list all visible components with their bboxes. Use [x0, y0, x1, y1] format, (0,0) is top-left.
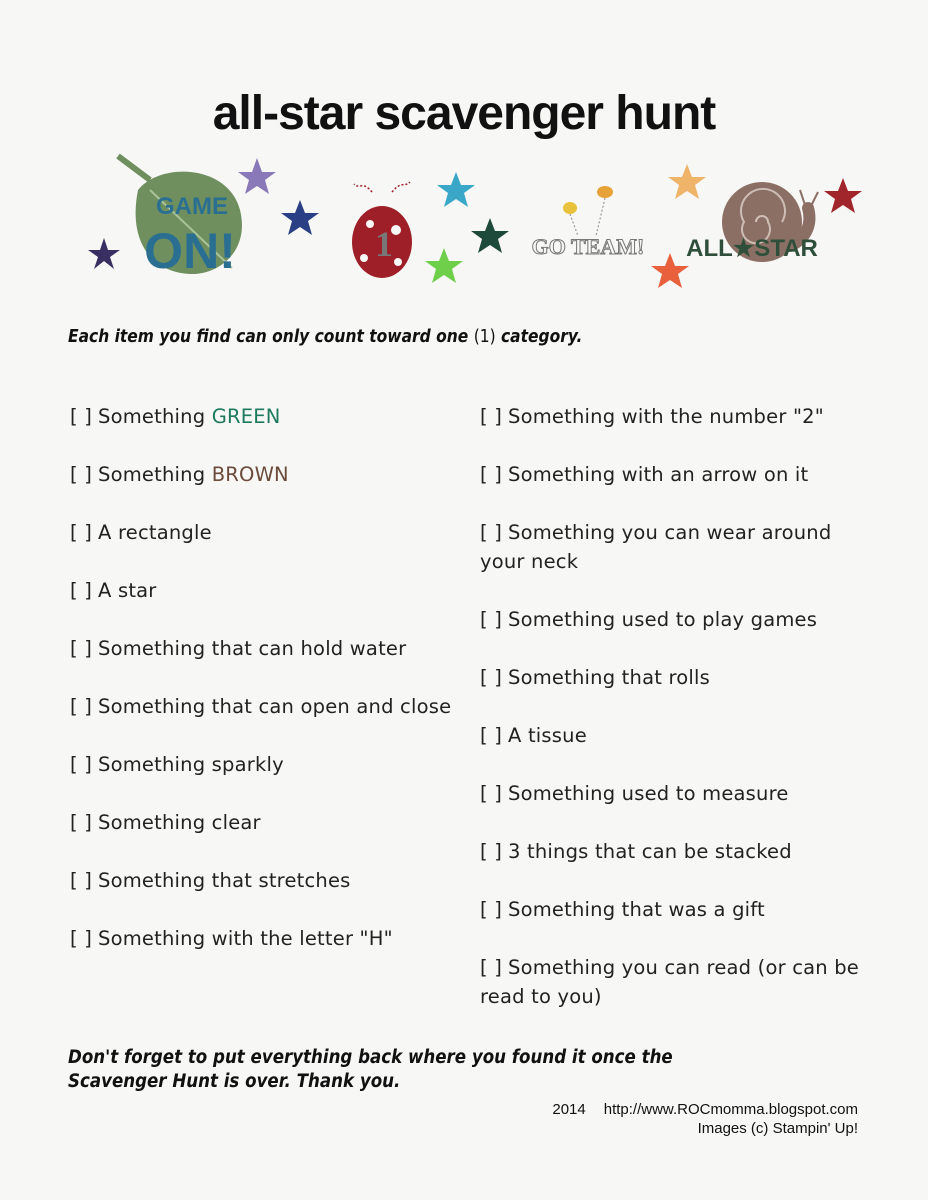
game-on-text: GAME [156, 193, 228, 220]
list-item: [ ] Something you can wear around your neck [480, 521, 832, 573]
star-icon [651, 253, 689, 288]
list-item: [ ] Something that was a gift [480, 898, 765, 921]
checkbox[interactable]: [ ] [70, 637, 93, 660]
checkbox[interactable]: [ ] [480, 840, 503, 863]
star-icon [238, 158, 276, 194]
list-item: [ ] Something used to play games [480, 608, 818, 631]
list-item: [ ] Something that stretches [70, 869, 351, 892]
list-item: [ ] Something that can hold water [70, 637, 407, 660]
checkbox[interactable]: [ ] [480, 724, 503, 747]
checkbox[interactable]: [ ] [480, 405, 503, 428]
list-item: [ ] Something with the letter "H" [70, 927, 393, 950]
star-icon [425, 248, 463, 283]
go-team-image [532, 186, 645, 259]
checkbox[interactable]: [ ] [70, 695, 93, 718]
checkbox[interactable]: [ ] [70, 463, 93, 486]
checkbox[interactable]: [ ] [480, 521, 503, 544]
star-icon [437, 172, 475, 207]
checkbox[interactable]: [ ] [70, 753, 93, 776]
footer-note: Don't forget to put everything back where you found it once the Scavenger Hunt is over. Thank you. [68, 1047, 673, 1092]
instruction-text: Each item you find can only count toward one (1) category. [68, 326, 583, 347]
checklist-left-column [70, 402, 470, 982]
checkbox[interactable]: [ ] [480, 956, 503, 979]
checklist-right-column [480, 402, 860, 1040]
list-item: [ ] A tissue [480, 724, 587, 747]
checkbox[interactable]: [ ] [70, 927, 93, 950]
checkbox[interactable]: [ ] [70, 869, 93, 892]
credits-year: 2014 [552, 1101, 586, 1118]
list-item: [ ] A star [70, 579, 157, 602]
checkbox[interactable]: [ ] [70, 405, 93, 428]
list-item: [ ] A rectangle [70, 521, 212, 544]
list-item: [ ] Something with the number "2" [480, 405, 824, 428]
list-item: [ ] Something you can read (or can be read to you) [480, 956, 859, 1008]
checkbox[interactable]: [ ] [70, 811, 93, 834]
list-item: [ ] Something used to measure [480, 782, 789, 805]
credits [552, 1100, 858, 1138]
star-icon [471, 218, 509, 253]
credits-url: http://www.ROCmomma.blogspot.com [603, 1101, 858, 1118]
list-item: [ ] Something that can open and close [70, 695, 452, 718]
star-icon [88, 238, 120, 269]
ladybug-number: 1 [375, 224, 393, 264]
checkbox[interactable]: [ ] [70, 579, 93, 602]
star-icon [281, 200, 319, 235]
list-item: [ ] Something BROWN [70, 463, 289, 486]
all-star-text: ALL★STAR [686, 235, 818, 262]
list-item: [ ] Something sparkly [70, 753, 284, 776]
all-star-snail-image [686, 182, 818, 262]
game-on-leaf-image [118, 156, 242, 279]
credits-images: Images (c) Stampin' Up! [697, 1120, 858, 1137]
list-item: [ ] Something clear [70, 811, 261, 834]
svg-text:ON!: ON! [144, 223, 236, 279]
checkbox[interactable]: [ ] [480, 898, 503, 921]
ladybug-image [352, 182, 412, 278]
list-item: [ ] Something GREEN [70, 405, 281, 428]
checkbox[interactable]: [ ] [480, 666, 503, 689]
list-item: [ ] 3 things that can be stacked [480, 840, 792, 863]
go-team-text: GO TEAM! [531, 234, 645, 259]
star-icon [824, 178, 862, 213]
star-icon [668, 164, 706, 199]
list-item: [ ] Something that rolls [480, 666, 710, 689]
header-artwork [0, 150, 928, 300]
checkbox[interactable]: [ ] [70, 521, 93, 544]
checkbox[interactable]: [ ] [480, 782, 503, 805]
page-title: all-star scavenger hunt [212, 87, 716, 140]
checkbox[interactable]: [ ] [480, 608, 503, 631]
checkbox[interactable]: [ ] [480, 463, 503, 486]
list-item: [ ] Something with an arrow on it [480, 463, 809, 486]
